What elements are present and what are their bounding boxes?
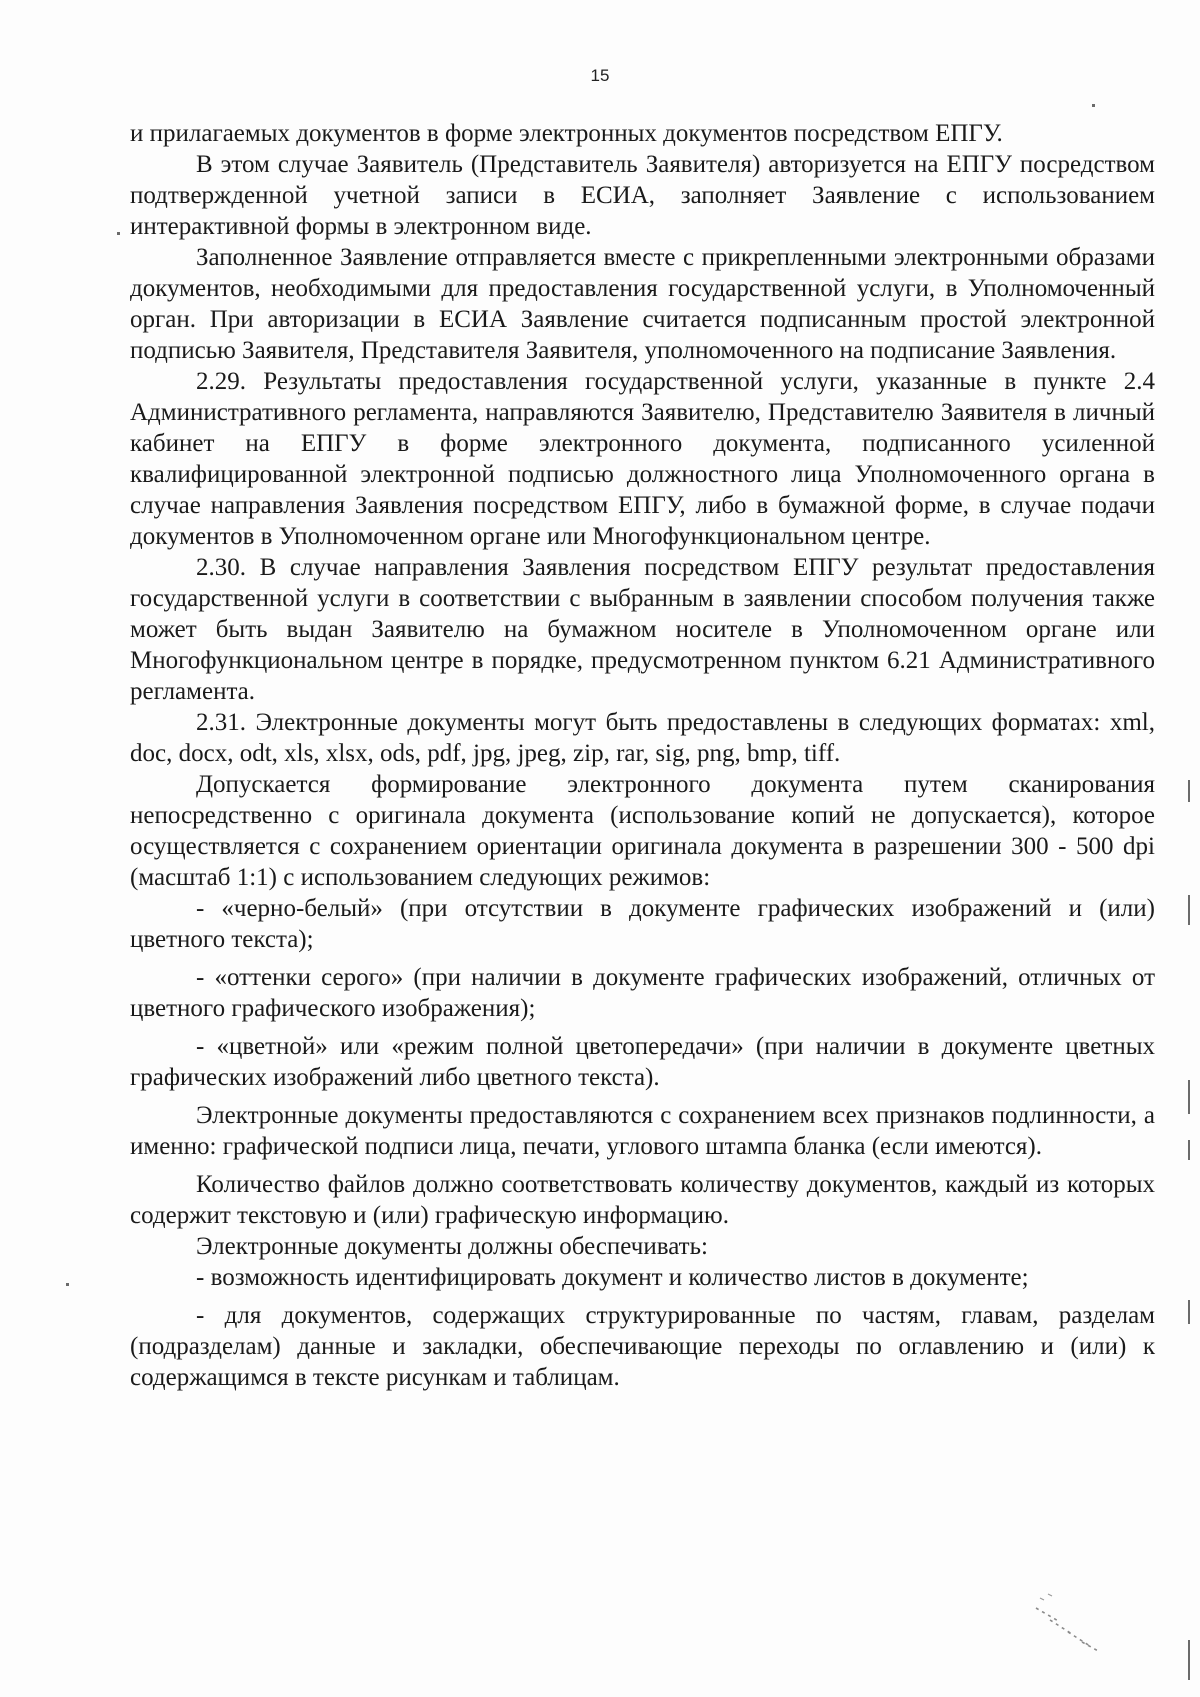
paragraph-requirements-intro: Электронные документы должны обеспечивать: — [196, 1233, 708, 1260]
list-item-identify: - возможность идентифицировать документ и количество листов в документе; — [196, 1264, 1029, 1291]
paragraph-scanning: Допускается формирование электронного документа путем сканирования непосредственно с оригинала документа (использование копий не допускается), которое осуществляется с сохранением ориентации оригинала документа в разрешении 300 - 500 dpi (масштаб 1:1) с использованием следующих режимов: — [130, 771, 1155, 891]
scan-artifact — [1188, 895, 1190, 925]
paragraph-epgu-authorization: В этом случае Заявитель (Представитель Заявителя) авторизуется на ЕПГУ посредством подтвержденной учетной записи в ЕСИА, заполняет Заявление с использованием интерактивной формы в электронном виде. — [130, 151, 1155, 240]
paragraph-2-29: 2.29. Результаты предоставления государственной услуги, указанные в пункте 2.4 Административного регламента, направляются Заявителю, Представителю Заявителя в личный кабинет на ЕПГУ в форме электронного документа, подписанного усиленной квалифицированной электронной подписью должностного лица Уполномоченного органа в случае направления Заявления посредством ЕПГУ, либо в бумажной форме, в случае подачи документов в Уполномоченном органе или Многофункциональном центре. — [130, 368, 1155, 550]
scan-smudge-mark — [1030, 1590, 1110, 1660]
scan-artifact — [1092, 104, 1095, 107]
list-item-black-white: - «черно-белый» (при отсутствии в документе графических изображений и (или) цветного текста); — [130, 895, 1155, 953]
list-item-grayscale: - «оттенки серого» (при наличии в документе графических изображений, отличных от цветного графического изображения); — [130, 964, 1155, 1022]
scan-artifact — [66, 1283, 69, 1286]
paragraph-file-count: Количество файлов должно соответствовать количеству документов, каждый из которых содержит текстовую и (или) графическую информацию. — [130, 1171, 1155, 1229]
scan-artifact — [1188, 1140, 1190, 1160]
paragraph-2-30: 2.30. В случае направления Заявления посредством ЕПГУ результат предоставления государственной услуги в соответствии с выбранным в заявлении способом получения также может быть выдан Заявителю на бумажном носителе в Уполномоченном органе или Многофункциональном центре в порядке, предусмотренном пунктом 6.21 Административного регламента. — [130, 554, 1155, 705]
scan-artifact — [1188, 1300, 1190, 1324]
scan-artifact — [1188, 1640, 1190, 1680]
paragraph-authenticity: Электронные документы предоставляются с сохранением всех признаков подлинности, а именно: графической подписи лица, печати, углового штампа бланка (если имеются). — [130, 1102, 1155, 1160]
document-body — [130, 118, 1155, 1393]
scan-artifact — [1188, 780, 1190, 802]
paragraph-filled-application: Заполненное Заявление отправляется вместе с прикрепленными электронными образами документов, необходимыми для предоставления государственной услуги, в Уполномоченный орган. При авторизации в ЕСИА Заявление считается подписанным простой электронной подписью Заявителя, Представителя Заявителя, уполномоченного на подписание Заявления. — [130, 244, 1155, 364]
page-number: 15 — [590, 66, 610, 85]
list-item-bookmarks: - для документов, содержащих структурированные по частям, главам, разделам (подразделам) данные и закладки, обеспечивающие переходы по оглавлению и (или) к содержащимся в тексте рисункам и таблицам. — [130, 1302, 1155, 1391]
scan-artifact — [117, 232, 120, 235]
scan-artifact — [1188, 1080, 1190, 1114]
paragraph-2-31: 2.31. Электронные документы могут быть предоставлены в следующих форматах: xml, doc, docx, odt, xls, xlsx, ods, pdf, jpg, jpeg, zip, rar, sig, png, bmp, tiff. — [130, 709, 1155, 767]
paragraph-continuation: и прилагаемых документов в форме электронных документов посредством ЕПГУ. — [130, 120, 1003, 147]
list-item-color: - «цветной» или «режим полной цветопередачи» (при наличии в документе цветных графических изображений либо цветного текста). — [130, 1033, 1155, 1091]
